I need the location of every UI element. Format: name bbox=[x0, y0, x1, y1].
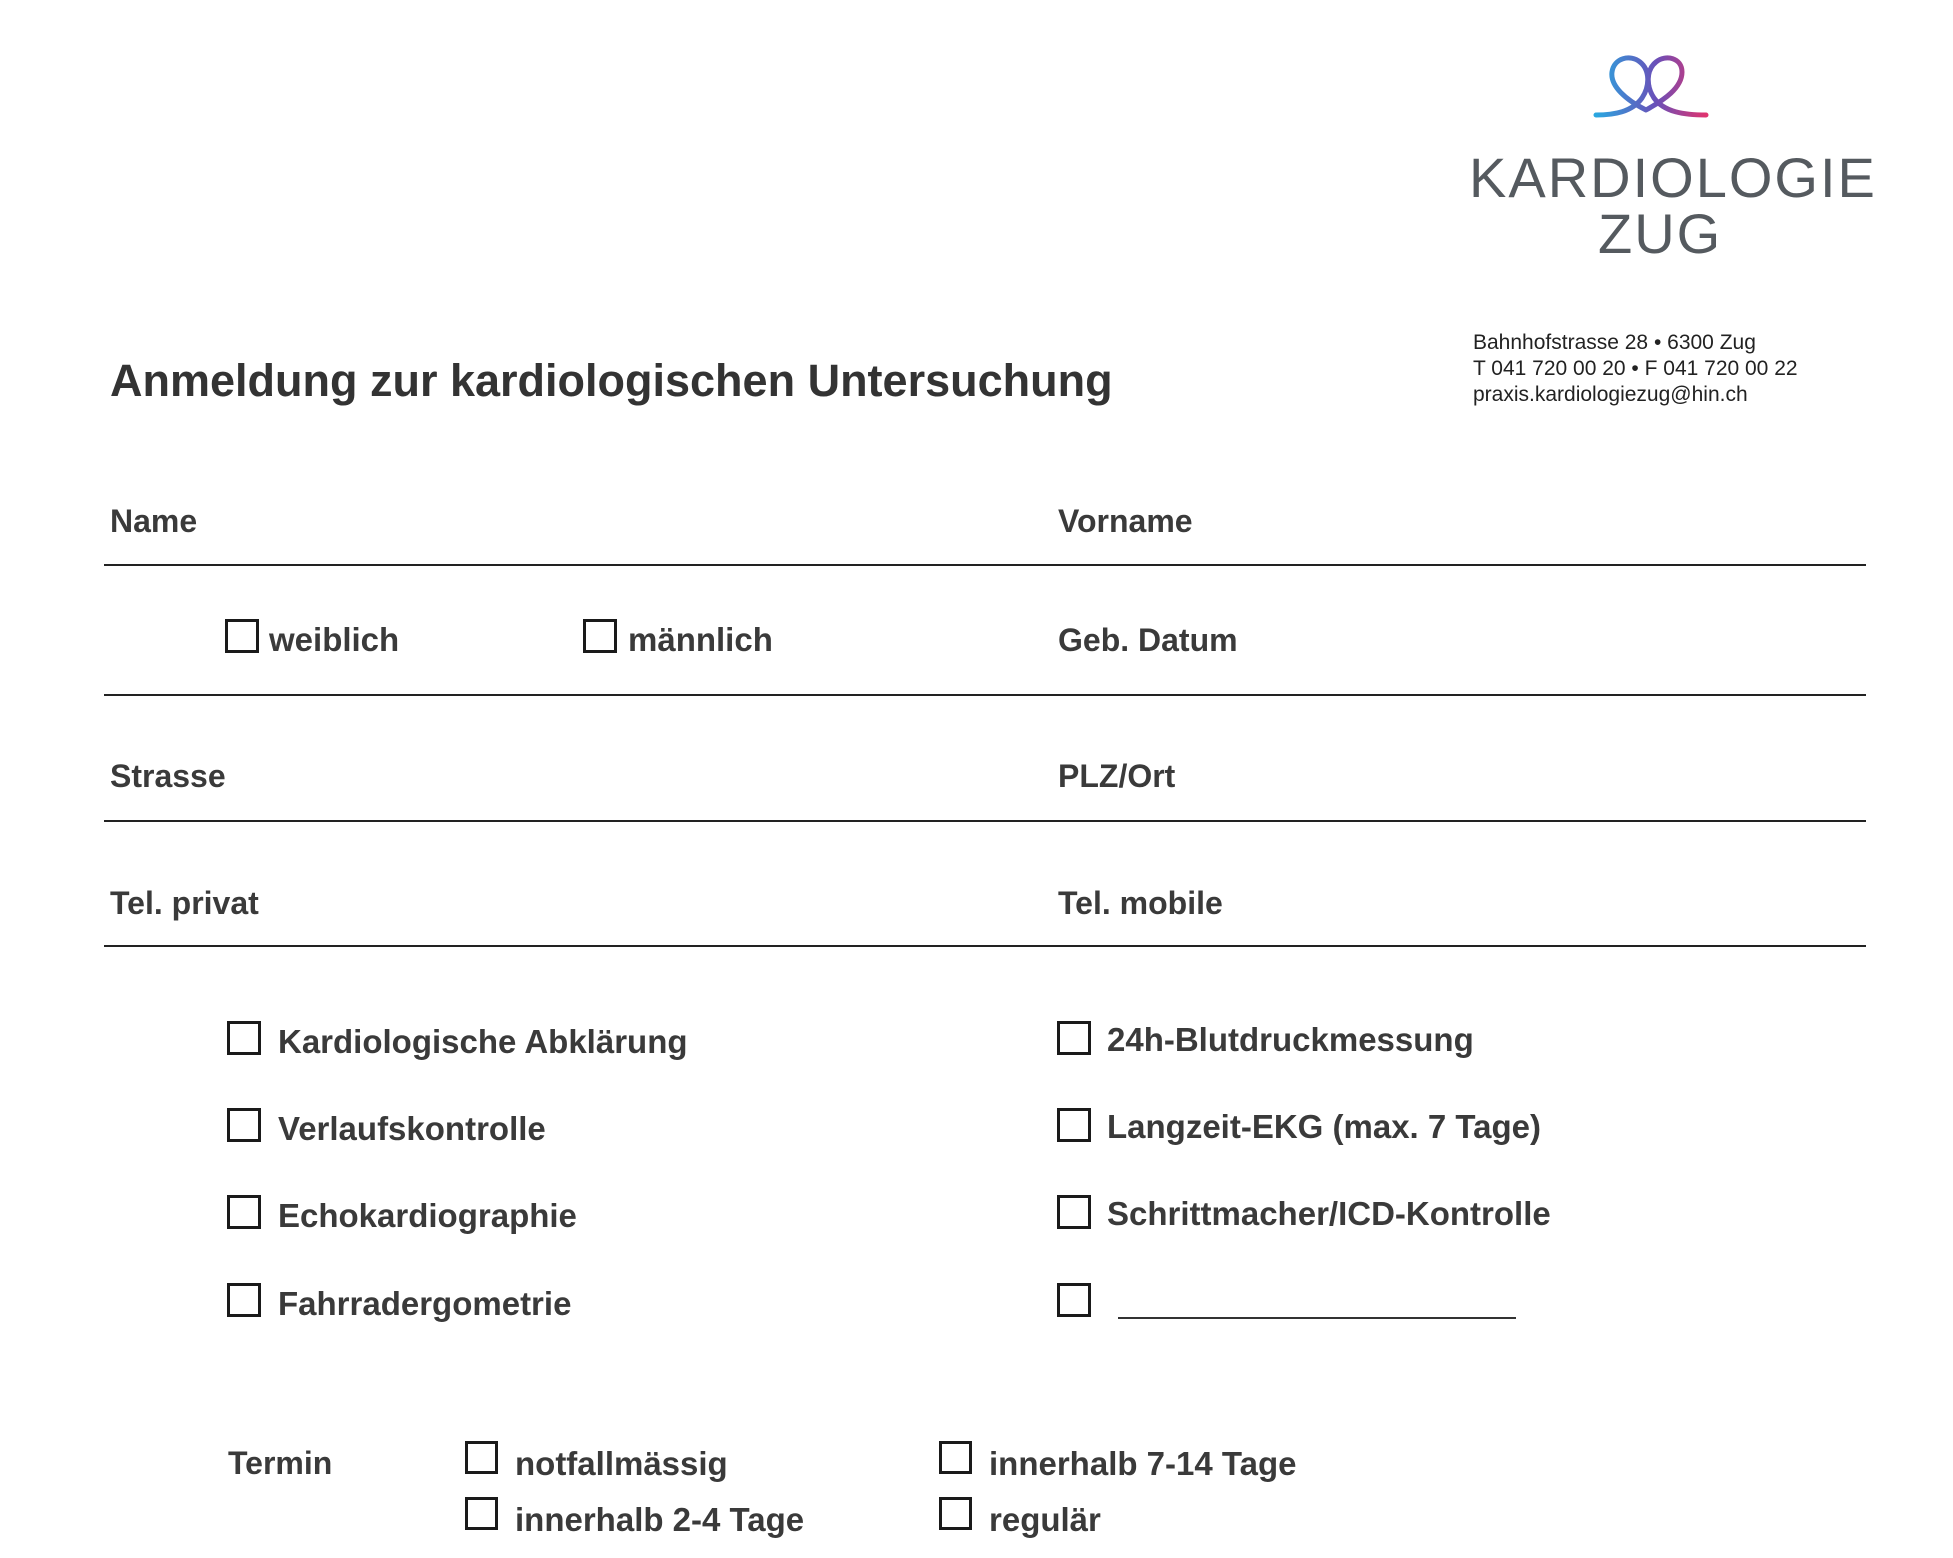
contact-email[interactable]: praxis.kardiologiezug@hin.ch bbox=[1473, 383, 1748, 406]
heart-logo-icon bbox=[1592, 52, 1710, 124]
tel-privat-label: Tel. privat bbox=[110, 885, 259, 921]
plz-ort-label: PLZ/Ort bbox=[1058, 758, 1176, 794]
strasse-field-line[interactable] bbox=[104, 820, 1866, 822]
contact-address: Bahnhofstrasse 28 • 6300 Zug bbox=[1473, 331, 1756, 354]
name-label: Name bbox=[110, 503, 198, 539]
exam-checkbox-langzeit-ekg[interactable] bbox=[1057, 1108, 1091, 1142]
contact-phone-fax: T 041 720 00 20 • F 041 720 00 22 bbox=[1473, 357, 1798, 380]
exam-label-verlaufskontrolle: Verlaufskontrolle bbox=[278, 1110, 546, 1147]
tel-mobile-label: Tel. mobile bbox=[1058, 885, 1223, 921]
exam-checkbox-schrittmacher-icd-kontrolle[interactable] bbox=[1057, 1195, 1091, 1229]
weiblich-checkbox[interactable] bbox=[225, 619, 259, 653]
exam-checkbox-kardiologische-abklaerung[interactable] bbox=[227, 1021, 261, 1055]
vorname-label: Vorname bbox=[1058, 503, 1193, 539]
name-field-line[interactable] bbox=[104, 564, 1866, 566]
weiblich-label: weiblich bbox=[269, 621, 400, 658]
exam-label-24h-blutdruckmessung: 24h-Blutdruckmessung bbox=[1107, 1021, 1474, 1058]
geb-datum-label: Geb. Datum bbox=[1058, 622, 1238, 658]
exam-label-echokardiographie: Echokardiographie bbox=[278, 1197, 577, 1234]
exam-label-schrittmacher-icd-kontrolle: Schrittmacher/ICD-Kontrolle bbox=[1107, 1195, 1551, 1232]
tel-field-line[interactable] bbox=[104, 945, 1866, 947]
termin-label-2-4-tage: innerhalb 2-4 Tage bbox=[515, 1501, 805, 1538]
termin-checkbox-7-14-tage[interactable] bbox=[939, 1441, 972, 1474]
exam-other-blank-line[interactable] bbox=[1118, 1317, 1516, 1319]
logo-wordmark-line1: KARDIOLOGIE bbox=[1469, 146, 1877, 209]
exam-checkbox-verlaufskontrolle[interactable] bbox=[227, 1108, 261, 1142]
termin-label-notfallmaessig: notfallmässig bbox=[515, 1445, 728, 1482]
termin-checkbox-2-4-tage[interactable] bbox=[465, 1497, 498, 1530]
termin-label: Termin bbox=[228, 1445, 333, 1481]
termin-checkbox-regulaer[interactable] bbox=[939, 1497, 972, 1530]
geb-datum-field-line[interactable] bbox=[104, 694, 1866, 696]
termin-checkbox-notfallmaessig[interactable] bbox=[465, 1441, 498, 1474]
exam-checkbox-other[interactable] bbox=[1057, 1283, 1091, 1317]
exam-checkbox-echokardiographie[interactable] bbox=[227, 1195, 261, 1229]
strasse-label: Strasse bbox=[110, 758, 226, 794]
exam-checkbox-24h-blutdruckmessung[interactable] bbox=[1057, 1021, 1091, 1055]
termin-label-regulaer: regulär bbox=[989, 1501, 1101, 1538]
exam-label-kardiologische-abklaerung: Kardiologische Abklärung bbox=[278, 1023, 688, 1060]
logo-wordmark-line2: ZUG bbox=[1598, 202, 1723, 265]
exam-label-langzeit-ekg: Langzeit-EKG (max. 7 Tage) bbox=[1107, 1108, 1541, 1145]
maennlich-label: männlich bbox=[628, 621, 773, 658]
termin-label-7-14-tage: innerhalb 7-14 Tage bbox=[989, 1445, 1297, 1482]
exam-label-fahrradergometrie: Fahrradergometrie bbox=[278, 1285, 572, 1322]
page-title: Anmeldung zur kardiologischen Untersuchung bbox=[110, 355, 1113, 406]
maennlich-checkbox[interactable] bbox=[583, 619, 617, 653]
exam-checkbox-fahrradergometrie[interactable] bbox=[227, 1283, 261, 1317]
